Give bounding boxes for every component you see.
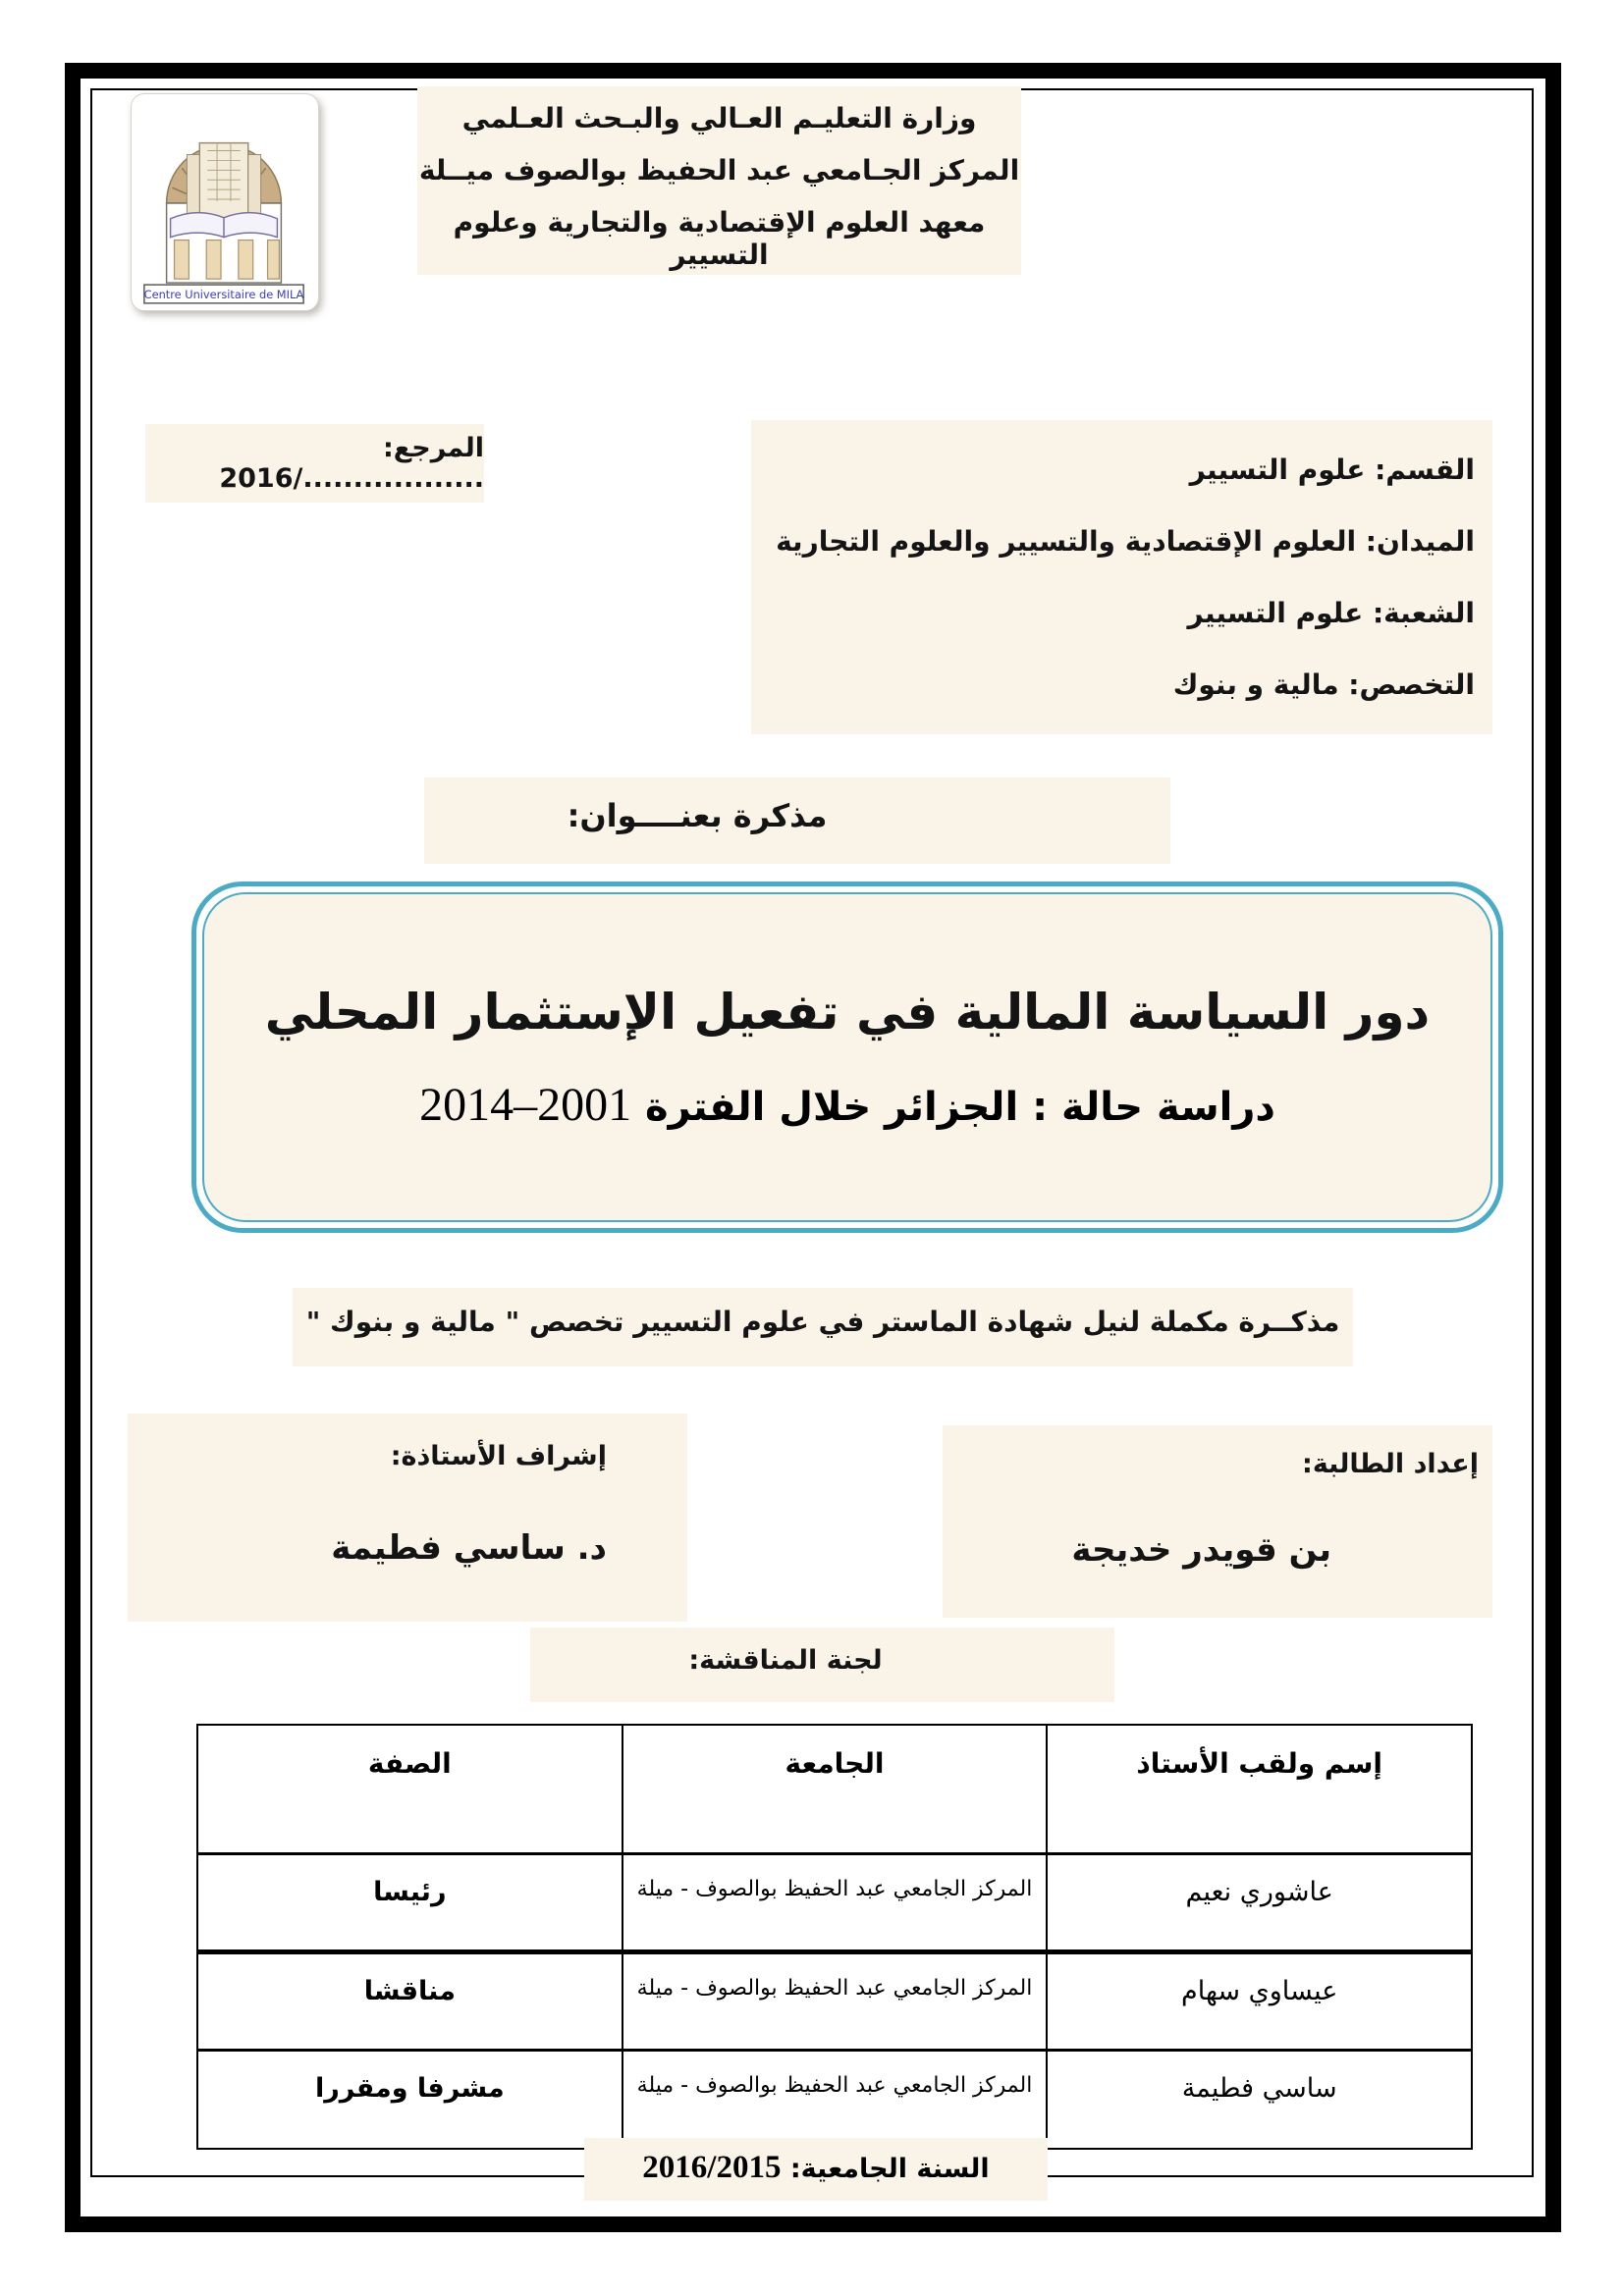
academic-year-label: السنة الجامعية: [789, 2154, 990, 2184]
professor-name: عاشوري نعيم [1047, 1854, 1472, 1952]
student-name: بن قويدر خديجة [1071, 1530, 1331, 1570]
info-field: الميدان: العلوم الإقتصادية والتسيير والعلوم التجارية [776, 525, 1475, 558]
thesis-title: دور السياسة المالية في تفعيل الإستثمار المحلي [264, 983, 1431, 1041]
column-header-university: الجامعة [623, 1725, 1048, 1854]
info-department: القسم: علوم التسيير [1189, 454, 1475, 486]
memo-label: مذكرة بعنــــوان: [567, 797, 828, 834]
thesis-title-box [191, 881, 1503, 1233]
header-institute: معهد العلوم الإقتصادية والتجارية وعلوم التسيير [453, 206, 986, 271]
supervisor-name: د. ساسي فطيمة [331, 1528, 607, 1568]
department-info [751, 420, 1492, 734]
document-header [417, 86, 1021, 287]
academic-year-value: 2016/2015 [642, 2150, 782, 2185]
case-study-years: 2001–2014 [419, 1078, 632, 1131]
column-header-professor: إسم ولقب الأستاذ [1047, 1725, 1472, 1854]
university-logo-emblem [132, 94, 316, 308]
university-logo [131, 93, 319, 311]
professor-role: رئيسا [197, 1854, 623, 1952]
student-label: إعداد الطالبة: [1302, 1449, 1479, 1479]
header-ministry: وزارة التعليـم العـالي والبـحث العـلمي [461, 102, 977, 134]
professor-name: ساسي فطيمة [1047, 2051, 1472, 2149]
professor-name: عيساوي سهام [1047, 1952, 1472, 2051]
student-block [943, 1425, 1492, 1618]
professor-role: مناقشا [197, 1952, 623, 2051]
case-study-text: دراسة حالة : الجزائر خلال الفترة [645, 1084, 1275, 1130]
thesis-subtitle-case [419, 1078, 1275, 1132]
header-university: المركز الجـامعي عبد الحفيظ بوالصوف ميــلة [418, 154, 1020, 187]
thesis-title-inner [202, 892, 1492, 1222]
academic-year [584, 2150, 1048, 2186]
professor-role: مشرفا ومقررا [197, 2051, 623, 2149]
supervisor-label: إشراف الأستاذة: [390, 1441, 607, 1471]
reference-number: المرجع: ................../2016 [219, 433, 484, 494]
column-header-role: الصفة [197, 1725, 623, 1854]
committee-row [197, 2051, 1472, 2149]
committee-header-row [197, 1725, 1472, 1854]
info-specialty: التخصص: مالية و بنوك [1172, 668, 1475, 701]
supervisor-block [128, 1414, 687, 1622]
professor-university: المركز الجامعي عبد الحفيظ بوالصوف - ميلة [623, 1952, 1048, 2051]
professor-university: المركز الجامعي عبد الحفيظ بوالصوف - ميلة [623, 1854, 1048, 1952]
professor-university: المركز الجامعي عبد الحفيظ بوالصوف - ميلة [623, 2051, 1048, 2149]
info-branch: الشعبة: علوم التسيير [1187, 597, 1475, 629]
committee-row [197, 1952, 1472, 2051]
degree-note: مذكــرة مكملة لنيل شهادة الماستر في علوم التسيير تخصص " مالية و بنوك " [305, 1306, 1340, 1338]
logo-caption: Centre Universitaire de MILA [143, 287, 304, 301]
committee-table [196, 1724, 1473, 2150]
committee-label: لجنة المناقشة: [688, 1645, 883, 1676]
committee-row [197, 1854, 1472, 1952]
